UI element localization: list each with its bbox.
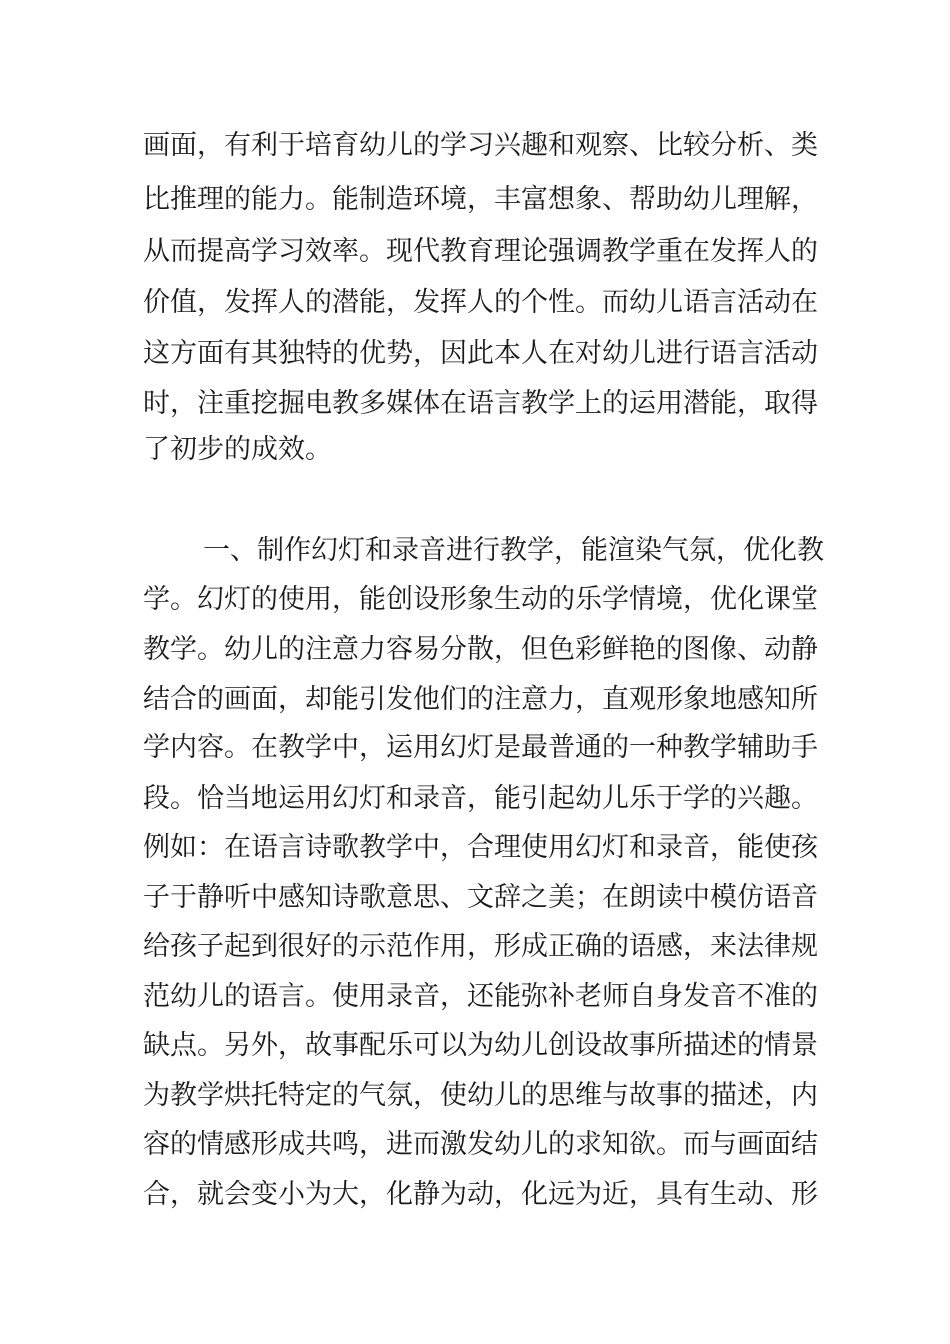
text-line: 例如：在语言诗歌教学中，合理使用幻灯和录音，能使孩 — [143, 832, 818, 863]
text-line: 段。恰当地运用幻灯和录音，能引起幼儿乐于学的兴趣。 — [143, 783, 818, 814]
text-line: 子于静听中感知诗歌意思、文辞之美；在朗读中模仿语音 — [143, 882, 818, 913]
text-line: 容的情感形成共鸣，进而激发幼儿的求知欲。而与画面结 — [143, 1129, 818, 1160]
text-line: 给孩子起到很好的示范作用，形成正确的语感，来法律规 — [143, 931, 818, 962]
text-line: 了初步的成效。 — [143, 434, 332, 465]
text-line: 画面，有利于培育幼儿的学习兴趣和观察、比较分析、类 — [143, 130, 818, 161]
text-line: 学。幻灯的使用，能创设形象生动的乐学情境，优化课堂 — [143, 584, 818, 615]
text-line: 价值，发挥人的潜能，发挥人的个性。而幼儿语言活动在 — [143, 287, 818, 318]
text-line: 合，就会变小为大，化静为动，化远为近，具有生动、形 — [143, 1179, 818, 1210]
text-line: 时，注重挖掘电教多媒体在语言教学上的运用潜能，取得 — [143, 388, 818, 419]
section-heading-line: 一、制作幻灯和录音进行教学，能渲染气氛，优化教 — [203, 535, 824, 566]
text-line: 范幼儿的语言。使用录音，还能弥补老师自身发音不准的 — [143, 981, 818, 1012]
text-line: 缺点。另外，故事配乐可以为幼儿创设故事所描述的情景 — [143, 1030, 818, 1061]
text-line: 为教学烘托特定的气氛，使幼儿的思维与故事的描述，内 — [143, 1080, 818, 1111]
text-line: 比推理的能力。能制造环境，丰富想象、帮助幼儿理解， — [143, 184, 818, 215]
text-line: 这方面有其独特的优势，因此本人在对幼儿进行语言活动 — [143, 338, 818, 369]
text-line: 学内容。在教学中，运用幻灯是最普通的一种教学辅助手 — [143, 732, 818, 763]
text-line: 从而提高学习效率。现代教育理论强调教学重在发挥人的 — [143, 236, 818, 267]
text-line: 结合的画面，却能引发他们的注意力，直观形象地感知所 — [143, 684, 818, 715]
text-line: 教学。幼儿的注意力容易分散，但色彩鲜艳的图像、动静 — [143, 634, 818, 665]
